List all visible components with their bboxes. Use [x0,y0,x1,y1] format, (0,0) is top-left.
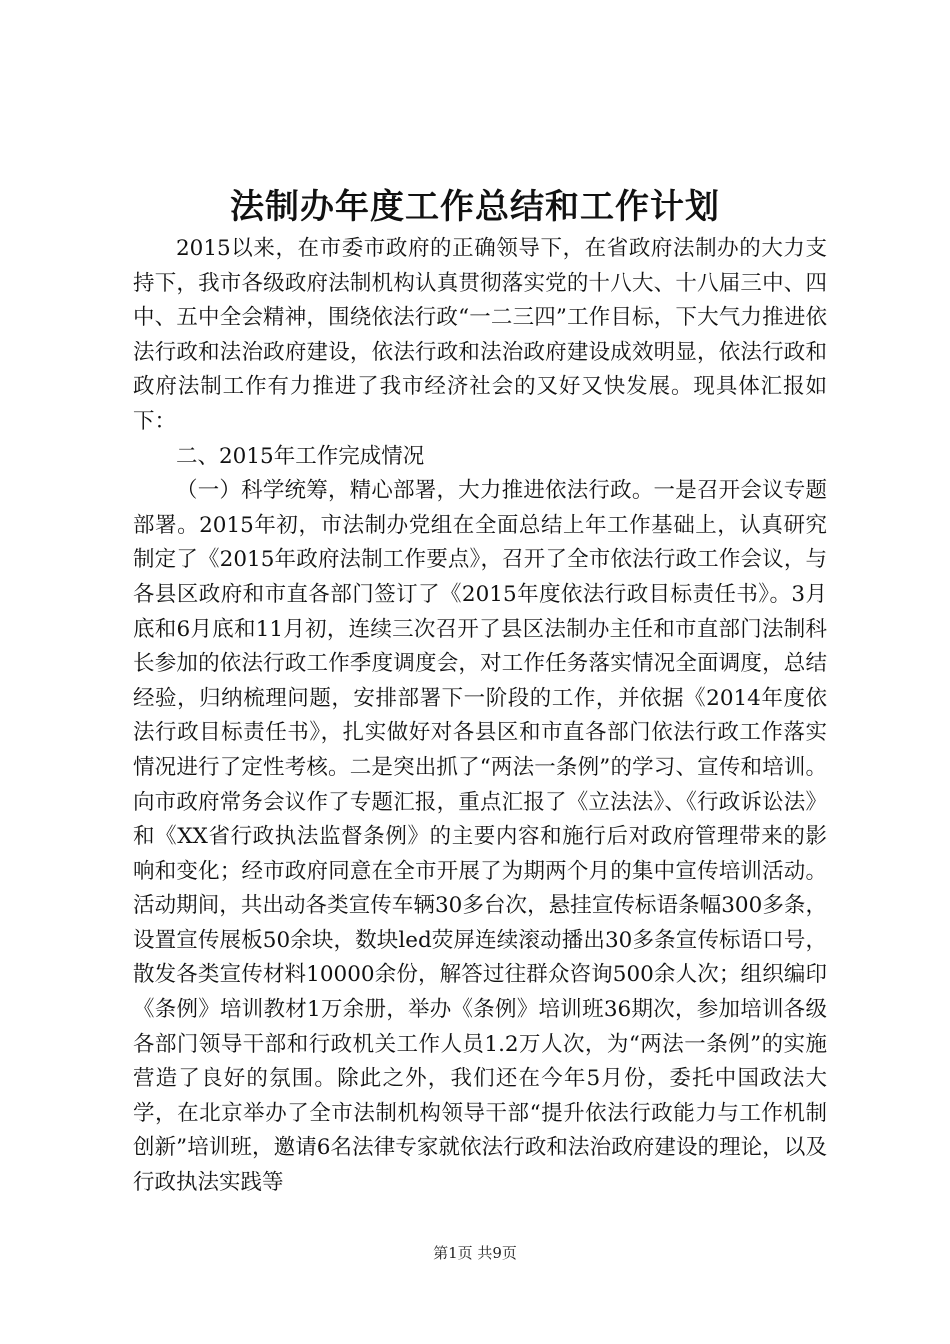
section-paragraph: （一）科学统筹，精心部署，大力推进依法行政。一是召开会议专题部署。2015年初，市法制办党组在全面总结上年工作基础上，认真研究制定了《2015年政府法制工作要点》，召开了全市依法行政工作会议，与各县区政府和市直各部门签订了《2015年度依法行政目标责任书》。3月底和6月底和11月初，连续三次召开了县区法制办主任和市直部门法制科长参加的依法行政工作季度调度会，对工作任务落实情况全面调度，总结经验，归纳梳理问题，安排部署下一阶段的工作，并依据《2014年度依法行政目标责任书》，扎实做好对各县区和市直各部门依法行政工作落实情况进行了定性考核。二是突出抓了“两法一条例”的学习、宣传和培训。向市政府常务会议作了专题汇报，重点汇报了《立法法》、《行政诉讼法》和《XX省行政执法监督条例》的主要内容和施行后对政府管理带来的影响和变化；经市政府同意在全市开展了为期两个月的集中宣传培训活动。活动期间，共出动各类宣传车辆30多台次，悬挂宣传标语条幅300多条，设置宣传展板50余块，数块led荧屏连续滚动播出30多条宣传标语口号，散发各类宣传材料10000余份，解答过往群众咨询500余人次；组织编印《条例》培训教材1万余册，举办《条例》培训班36期次，参加培训各级各部门领导干部和行政机关工作人员1.2万人次，为“两法一条例”的实施营造了良好的氛围。除此之外，我们还在今年5月份，委托中国政法大学，在北京举办了全市法制机构领导干部“提升依法行政能力与工作机制创新”培训班，邀请6名法律专家就依法行政和法治政府建设的理论，以及行政执法实践等 [133,478,827,1196]
section-heading: 二、2015年工作完成情况 [176,443,425,469]
document-body [133,232,827,1201]
page-footer: 第1页 共9页 [433,1244,517,1262]
intro-paragraph: 2015以来，在市委市政府的正确领导下，在省政府法制办的大力支持下，我市各级政府法制机构认真贯彻落实党的十八大、十八届三中、四中、五中全会精神，围绕依法行政“一二三四”工作目标，下大气力推进依法行政和法治政府建设，依法行政和法治政府建设成效明显，依法行政和政府法制工作有力推进了我市经济社会的又好又快发展。现具体汇报如下： [133,236,827,434]
document-title: 法制办年度工作总结和工作计划 [230,187,720,227]
